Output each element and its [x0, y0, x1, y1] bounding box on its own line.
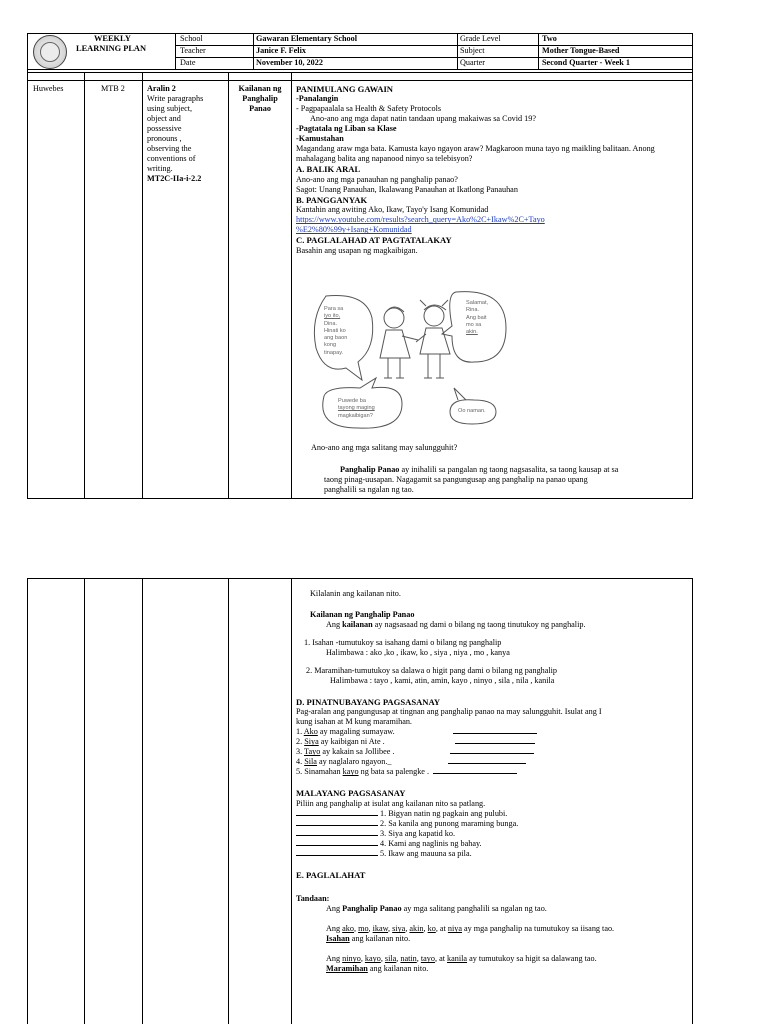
value-school: Gawaran Elementary School [256, 34, 357, 43]
d-item-3: 3. Tayo ay kakain sa Jollibee . [296, 747, 690, 757]
tandaan-label: Tandaan: [296, 894, 330, 904]
value-grade-level: Two [542, 34, 557, 43]
procedure-cell-cont: Kilalanin ang kailanan nito. Kailanan ng Panghalip Panao Ang kailanan ay nagsasaad ng dami o bilang ng taong tinutukoy ng panghalip. 1. Isahan -tumutukoy sa isahang dami o bilang ng panghalip Halimbawa : ako ,ko , ikaw, ko , siya , niya , mo , kanya 2. Maramihan-tumutukoy sa dalawa o higit pang dami o bilang ng panghalip Halimbawa : tayo , kami, atin, amin, kayo , ninyo , sila , nila , kanila D. PINATNUBAYANG PAGSASANAY Pag-aralan ang pangungusap at tingnan ang panghalip panao na may salungguhit. Isulat ang I kung isahan at M kung maramihan. 1. Ako ay magaling sumayaw. 2. Siya ay kaibigan ni Ate . 3. Tayo ay kakain sa Jollibee . 4. Sila ay naglalaro ngayon._ 5. Sinamahan kayo ng bata sa palengke . MALAYANG PAGSASANAY Piliin ang panghalip at isulat ang kailanan nito sa patlang. 1. Bigyan natin ng pagkain ang pulubi. 2. Sa kanila ang punong maraming bunga. 3. Siya ang kapatid ko. 4. Kami ang naglinis ng bahay. 5. Ikaw ang mauuna sa pila. E. PAGLALAHAT Tandaan: Ang Panghalip Panao ay mga salitang panghalili sa ngalan ng tao. Ang ako, mo, ikaw, siya, akin, ko, at niya ay mga panghalip na tumutukoy sa iisang tao. Isahan ang kailanan nito. Ang ninyo, kayo, sila, natin, tayo, at kanila ay tumutukoy sa higit sa dalawang tao. Maramihan ang kailanan nito. [296, 589, 690, 974]
bubble-left: Para sa iyo ito, Dina. Hinati ko ang baon kong tinapay. [324, 306, 348, 356]
label-grade-level: Grade Level [460, 34, 501, 43]
youtube-link-cont[interactable]: %E2%80%99y+Isang+Komunidad [296, 225, 412, 235]
deped-seal-icon [33, 35, 67, 69]
subject-cell: MTB 2 [101, 84, 125, 93]
section-a-title: A. BALIK ARAL [296, 164, 361, 175]
label-quarter: Quarter [460, 58, 486, 67]
d-item-5: 5. Sinamahan kayo ng bata sa palengke . [296, 767, 690, 777]
m-item-1: 1. Bigyan natin ng pagkain ang pulubi. [296, 809, 690, 819]
competency-code: MT2C-IIa-i-2.2 [147, 174, 202, 183]
plan-title-line2: LEARNING PLAN [76, 44, 147, 53]
m-item-4: 4. Kami ang naglinis ng bahay. [296, 839, 690, 849]
section-c-title: C. PAGLALAHAD AT PAGTATALAKAY [296, 235, 452, 246]
section-e-title: E. PAGLALAHAT [296, 869, 366, 880]
value-subject: Mother Tongue-Based [542, 46, 620, 55]
tandaan-2: Ang ako, mo, ikaw, siya, akin, ko, at niya ay mga panghalip na tumutukoy sa iisang tao. [326, 924, 615, 934]
day-cell: Huwebes [33, 84, 64, 93]
plan-title-line1: WEEKLY [94, 34, 131, 43]
section-d-title: D. PINATNUBAYANG PAGSASANAY [296, 697, 441, 707]
bubble-right: Salamat, Rina. Ang bait mo sa akin. [466, 300, 489, 336]
section-b-title: B. PANGGANYAK [296, 194, 368, 205]
lesson-title: Aralin 2 [147, 84, 176, 93]
underline-question: Ano-ano ang mga salitang may salungguhit? [311, 443, 458, 452]
dialogue-illustration [306, 288, 514, 436]
label-school: School [180, 34, 203, 43]
youtube-link[interactable]: https://www.youtube.com/results?search_query=Ako%2C+Ikaw%2C+Tayo [296, 215, 545, 225]
value-teacher: Janice F. Felix [256, 46, 306, 55]
definition-text: Panghalip Panao ay inihalili sa pangalan ng taong nagsasalita, sa taong kausap at sa taong pinag-uusapan. Nagagamit sa pangungusap ang panghalip na panao upang panghalili sa ngalan ng tao. [324, 465, 619, 494]
topic-cell: Kailanan ng Panghalip Panao [238, 84, 282, 113]
d-item-2: 2. Siya ay kaibigan ni Ate . [296, 737, 690, 747]
panimulang-gawain: PANIMULANG GAWAIN [296, 84, 393, 94]
m-item-5: 5. Ikaw ang mauuna sa pila. [296, 849, 690, 859]
label-date: Date [180, 58, 196, 67]
bubble-bottom-right: Oo naman. [458, 408, 486, 414]
m-item-3: 3. Siya ang kapatid ko. [296, 829, 690, 839]
procedure-cell: PANIMULANG GAWAIN -Panalangin - Pagpapaalala sa Health & Safety Protocols Ano-ano ang mga dapat natin tandaan upang makaiwas sa Covid 19? -Pagtatala ng Liban sa Klase -Kamustahan Magandang araw mga bata. Kamusta kayo ngayon araw? Magkaroon muna tayo ng maikling balitaan. Anong mahalagang balita ang napanood ninyo sa telebisyon? A. BALIK ARAL Ano-ano ang mga panauhan ng panghalip panao? Sagot: Unang Panauhan, Ikalawang Panauhan at Ikatlong Panauhan B. PANGGANYAK Kantahin ang awiting Ako, Ikaw, Tayo'y Isang Komunidad https://www.youtube.com/results?search_query=Ako%2C+Ikaw%2C+Tayo %E2%80%99y+Isang+Komunidad C. PAGLALAHAD AT PAGTATALAKAY Basahin ang usapan ng magkaibigan. [296, 84, 688, 256]
tandaan-3: Ang ninyo, kayo, sila, natin, tayo, at kanila ay tumutukoy sa higit sa dalawang tao. [326, 954, 597, 964]
d-item-4: 4. Sila ay naglalaro ngayon._ [296, 757, 690, 767]
value-quarter: Second Quarter - Week 1 [542, 58, 630, 67]
d-item-1: 1. Ako ay magaling sumayaw. [296, 727, 690, 737]
kailanan-title: Kailanan ng Panghalip Panao [310, 610, 415, 619]
competency-cell: Aralin 2 Write paragraphs using subject, object and possessive pronouns , observing the conventions of writing. MT2C-IIa-i-2.2 [147, 84, 227, 184]
tandaan-1: Ang Panghalip Panao ay mga salitang panghalili sa ngalan ng tao. [326, 904, 547, 914]
label-teacher: Teacher [180, 46, 206, 55]
malayang-title: MALAYANG PAGSASANAY [296, 788, 406, 799]
m-item-2: 2. Sa kanila ang punong maraming bunga. [296, 819, 690, 829]
bubble-bottom-left: Puwede ba tayong maging magkaibigan? [338, 398, 375, 419]
label-subject: Subject [460, 46, 485, 55]
value-date: November 10, 2022 [256, 58, 323, 67]
